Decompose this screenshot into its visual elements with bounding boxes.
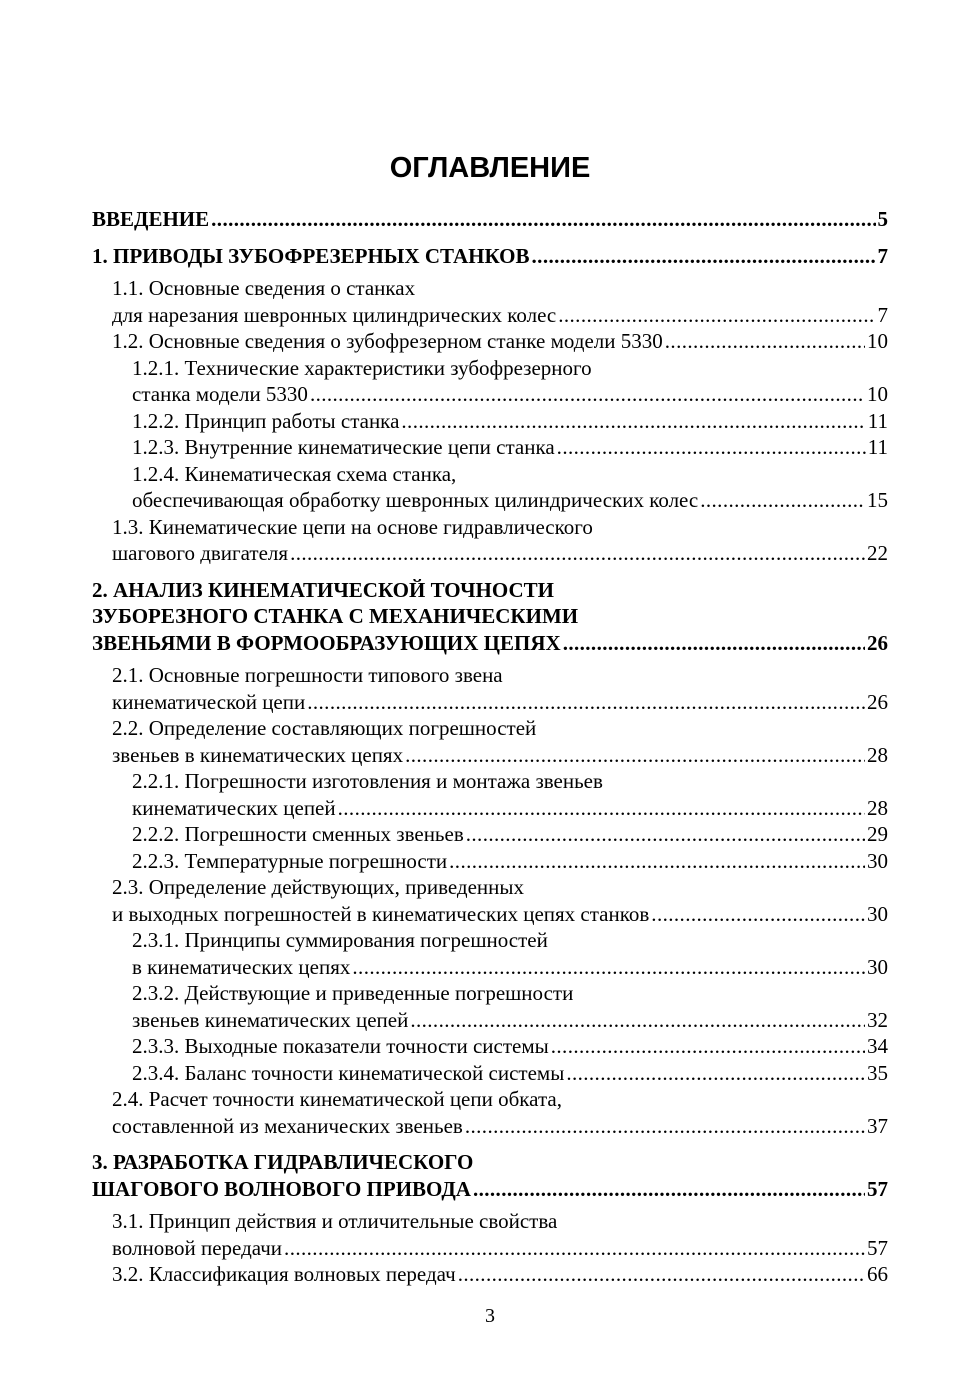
toc-entry-title-line: 1.3. Кинематические цепи на основе гидравлического (112, 514, 593, 539)
toc-entry-page-number: 10 (867, 382, 888, 406)
toc-entry-title-line: 2.1. Основные погрешности типового звена (112, 663, 503, 687)
toc-entry-page-number: 11 (867, 435, 888, 459)
toc-entry-title-line: в кинематических цепях (132, 954, 351, 979)
toc-entry-leader-line (132, 381, 888, 408)
toc-entry-leader-line (132, 954, 888, 981)
toc-entry-leader-line (132, 848, 888, 875)
toc-entry-page-number: 22 (867, 541, 888, 565)
toc-entry-leader-line (112, 1113, 888, 1140)
toc-entry-title-line: 3. РАЗРАБОТКА ГИДРАВЛИЧЕСКОГО (92, 1150, 474, 1174)
dot-leader (700, 487, 865, 514)
dot-leader (310, 381, 865, 408)
toc-entry (92, 243, 888, 270)
dot-leader (211, 206, 875, 233)
toc-entry-title-line: звеньев в кинематических цепях (112, 742, 404, 767)
toc-entry-leader-line (112, 540, 888, 567)
toc-entry-title-line: 2.3. Определение действующих, приведенных (112, 875, 524, 899)
toc-entry-title-line: ШАГОВОГО ВОЛНОВОГО ПРИВОДА (92, 1176, 471, 1201)
toc-entry-title-line: обеспечивающая обработку шевронных цилиндрических колес (132, 488, 699, 512)
toc-entry (92, 1261, 888, 1288)
toc-entry-title-line: 2.2.1. Погрешности изготовления и монтажа звеньев (132, 769, 603, 793)
toc-entry-page-number: 28 (867, 795, 888, 820)
toc-entry-leader-line (92, 206, 888, 233)
toc-entry-leader-line (112, 901, 888, 928)
toc-entry-page-number: 7 (877, 302, 888, 327)
toc-entry (92, 275, 888, 328)
dot-leader (558, 302, 875, 329)
toc-entry-title-line: 2. АНАЛИЗ КИНЕМАТИЧЕСКОЙ ТОЧНОСТИ (92, 577, 554, 602)
dot-leader (352, 954, 865, 981)
toc-entry-title-line: волновой передачи (112, 1235, 283, 1260)
toc-entry-leader-line (132, 821, 888, 848)
toc-entry-page-number: 10 (867, 329, 888, 353)
toc-entry-title-line: для нарезания шевронных цилиндрических колес (112, 302, 557, 327)
toc-entry-page-number: 5 (877, 207, 888, 231)
toc-entry (92, 715, 888, 768)
toc-entry-title-line: и выходных погрешностей в кинематических цепях станков (112, 901, 650, 926)
toc-entry (92, 206, 888, 233)
toc-entry-leader-line (112, 302, 888, 329)
toc-entry-leader-line (132, 408, 888, 435)
toc-entry (92, 328, 888, 355)
toc-entry (92, 577, 888, 657)
toc-entry (92, 1060, 888, 1087)
dot-leader (338, 795, 865, 822)
toc-entry-page-number: 28 (867, 742, 888, 767)
toc-entry-title-line: 2.3.2. Действующие и приведенные погрешности (132, 981, 574, 1005)
toc-entry-title-line: 1.2.1. Технические характеристики зубофрезерного (132, 355, 592, 380)
toc-entry-page-number: 37 (867, 1113, 888, 1138)
dot-leader (405, 742, 865, 769)
toc-entry-page-number: 30 (867, 901, 888, 926)
toc-entry-page-number: 26 (867, 630, 888, 655)
toc-entry-page-number: 57 (867, 1176, 888, 1201)
toc-entry-title-line: 2.3.4. Баланс точности кинематической системы (132, 1060, 565, 1085)
toc-entry-page-number: 7 (877, 243, 888, 268)
toc-entry-leader-line (92, 630, 888, 657)
toc-entry-page-number: 57 (867, 1235, 888, 1260)
toc-entry-page-number: 30 (867, 954, 888, 979)
toc-entry-leader-line (92, 243, 888, 270)
toc-entry-title-line: 3.1. Принцип действия и отличительные свойства (112, 1209, 558, 1233)
table-of-contents (92, 206, 888, 1288)
toc-entry-title-line: шагового двигателя (112, 541, 289, 565)
toc-entry-leader-line (112, 1235, 888, 1262)
toc-entry-title-line: 2.4. Расчет точности кинематической цепи обката, (112, 1087, 562, 1111)
toc-entry-leader-line (112, 742, 888, 769)
toc-entry-page-number: 35 (867, 1060, 888, 1085)
toc-entry (92, 1086, 888, 1139)
toc-entry-page-number: 30 (867, 848, 888, 873)
toc-entry-title-line: 1.1. Основные сведения о станках (112, 276, 416, 300)
toc-entry (92, 461, 888, 514)
toc-entry-page-number: 34 (867, 1034, 888, 1058)
toc-entry (92, 514, 888, 567)
toc-entry-leader-line (132, 1060, 888, 1087)
toc-entry-title-line: кинематической цепи (112, 689, 306, 714)
page-number: 3 (485, 1305, 495, 1327)
toc-entry (92, 1033, 888, 1060)
toc-entry (92, 848, 888, 875)
toc-entry-page-number: 29 (867, 822, 888, 846)
toc-entry-title-line: 3.2. Классификация волновых передач (112, 1262, 456, 1286)
dot-leader (290, 540, 865, 567)
dot-leader (532, 243, 876, 270)
toc-entry-leader-line (132, 487, 888, 514)
toc-entry-title-line: кинематических цепей (132, 795, 336, 820)
toc-entry-page-number: 15 (867, 488, 888, 512)
dot-leader (466, 821, 865, 848)
toc-entry (92, 1208, 888, 1261)
dot-leader (473, 1176, 865, 1203)
toc-entry (92, 980, 888, 1033)
toc-entry-title-line: 1.2.4. Кинематическая схема станка, (132, 461, 457, 486)
toc-entry-page-number: 66 (867, 1262, 888, 1286)
toc-entry-title-line: 2.3.1. Принципы суммирования погрешностей (132, 928, 548, 952)
dot-leader (458, 1261, 865, 1288)
toc-entry-title-line: ВВЕДЕНИЕ (92, 207, 210, 231)
dot-leader (665, 328, 865, 355)
toc-entry-title-line: 2.2. Определение составляющих погрешностей (112, 716, 537, 740)
toc-entry-leader-line (92, 1176, 888, 1203)
toc-entry-title-line: 1.2. Основные сведения о зубофрезерном станке модели 5330 (112, 329, 663, 353)
toc-entry (92, 408, 888, 435)
toc-entry-title-line: звеньев кинематических цепей (132, 1007, 409, 1032)
dot-leader (465, 1113, 865, 1140)
page-title: ОГЛАВЛЕНИЕ (389, 152, 591, 184)
toc-entry-leader-line (112, 689, 888, 716)
toc-entry-page-number: 26 (867, 689, 888, 714)
dot-leader (449, 848, 865, 875)
toc-entry-leader-line (132, 1007, 888, 1034)
toc-entry (92, 434, 888, 461)
toc-entry-leader-line (112, 328, 888, 355)
toc-entry-title-line: 1.2.2. Принцип работы станка (132, 408, 400, 433)
toc-entry (92, 355, 888, 408)
toc-entry-page-number: 11 (867, 408, 888, 433)
toc-entry-title-line: 2.2.2. Погрешности сменных звеньев (132, 822, 464, 846)
toc-entry (92, 927, 888, 980)
toc-entry-title-line: ЗВЕНЬЯМИ В ФОРМООБРАЗУЮЩИХ ЦЕПЯХ (92, 630, 561, 655)
dot-leader (410, 1007, 865, 1034)
dot-leader (284, 1235, 865, 1262)
dot-leader (563, 630, 865, 657)
toc-entry (92, 874, 888, 927)
toc-entry-title-line: 1.2.3. Внутренние кинематические цепи станка (132, 435, 555, 459)
toc-entry-title-line: 2.2.3. Температурные погрешности (132, 848, 448, 873)
toc-entry (92, 821, 888, 848)
dot-leader (307, 689, 865, 716)
toc-entry-title-line: ЗУБОРЕЗНОГО СТАНКА С МЕХАНИЧЕСКИМИ (92, 604, 579, 628)
dot-leader (566, 1060, 865, 1087)
toc-entry (92, 662, 888, 715)
toc-entry-leader-line (112, 1261, 888, 1288)
toc-entry-title-line: составленной из механических звеньев (112, 1113, 463, 1138)
toc-entry-leader-line (132, 1033, 888, 1060)
toc-entry-leader-line (132, 795, 888, 822)
toc-entry-page-number: 32 (867, 1007, 888, 1032)
toc-entry (92, 768, 888, 821)
dot-leader (651, 901, 865, 928)
toc-entry-title-line: станка модели 5330 (132, 382, 308, 406)
toc-entry-title-line: 2.3.3. Выходные показатели точности системы (132, 1034, 549, 1058)
toc-entry-leader-line (132, 434, 888, 461)
toc-entry (92, 1149, 888, 1202)
dot-leader (401, 408, 865, 435)
dot-leader (557, 434, 866, 461)
dot-leader (551, 1033, 865, 1060)
toc-entry-title-line: 1. ПРИВОДЫ ЗУБОФРЕЗЕРНЫХ СТАНКОВ (92, 243, 530, 268)
